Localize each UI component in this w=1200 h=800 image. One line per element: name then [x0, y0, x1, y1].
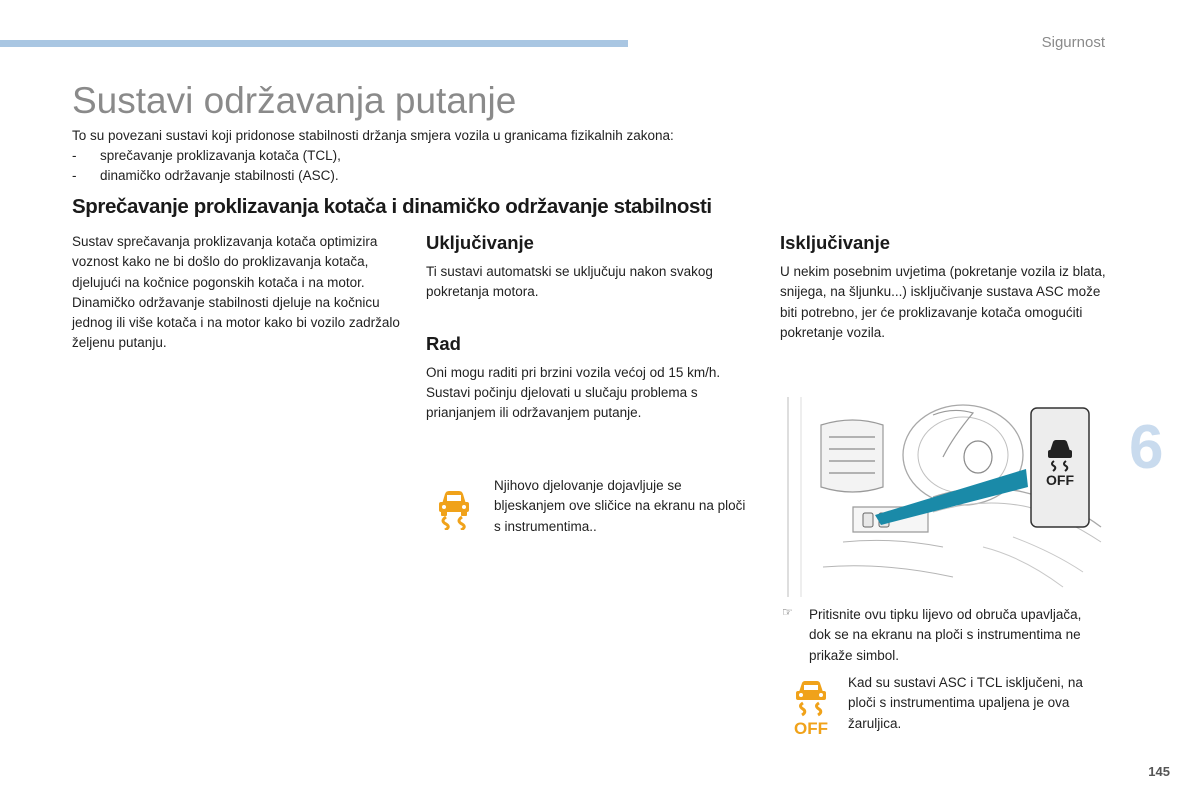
- dashboard-button-illustration: [783, 397, 1108, 597]
- column-deactivation: [780, 232, 1110, 343]
- heading-deactivation: Isključivanje: [780, 232, 891, 253]
- chapter-number: 6: [1129, 413, 1164, 482]
- pointing-hand-icon: ☞: [782, 605, 793, 619]
- off-icon-label: OFF: [794, 719, 828, 735]
- column-description: [72, 232, 407, 354]
- note-text: Njihovo djelovanje dojavljuje se bljeskanjem ove sličice na ekranu na ploči s instrumentima..: [494, 478, 746, 534]
- heading-operation: Rad: [426, 332, 461, 354]
- bullet-text: dinamičko održavanje stabilnosti (ASC).: [100, 168, 339, 183]
- page-title: Sustavi održavanja putanje: [72, 80, 517, 121]
- intro-bullet: [72, 166, 674, 186]
- intro-bullet: [72, 146, 674, 166]
- tip-text: Pritisnite ovu tipku lijevo od obruča upavljača, dok se na ekranu na ploči s instrumentima ne prikaže simbol.: [809, 607, 1082, 663]
- text-operation-speed: Oni mogu raditi pri brzini vozila većoj od 15 km/h.: [426, 364, 721, 380]
- deactivated-note-text: Kad su sustavi ASC i TCL isključeni, na ploči s instrumentima upaljena je ova žaruljica.: [848, 675, 1083, 731]
- bullet-dash: -: [72, 148, 77, 163]
- section-subtitle: Sprečavanje proklizavanja kotača i dinamičko održavanje stabilnosti: [72, 195, 712, 218]
- text-operation-trigger: Sustavi počinju djelovati u slučaju problema s prianjanjem ili održavanjem putanje.: [426, 384, 698, 421]
- bullet-dash: -: [72, 168, 77, 183]
- section-label: Sigurnost: [1041, 34, 1105, 51]
- intro: [72, 126, 674, 186]
- page-number: 145: [1148, 764, 1170, 779]
- header-accent-bar: [0, 40, 628, 47]
- traction-control-off-warning-icon: [790, 677, 832, 735]
- paragraph-asc: Dinamičko održavanje stabilnosti djeluje na kočnicu jednog ili više kotača i na motor kako bi vozilo zadržalo željenu putanju.: [72, 294, 400, 351]
- column-operation: [426, 232, 756, 423]
- traction-control-warning-icon: [434, 486, 474, 530]
- heading-activation: Uključivanje: [426, 232, 534, 253]
- text-deactivation: U nekim posebnim uvjetima (pokretanje vozila iz blata, snijega, na šljunku...) isključivanje sustava ASC može biti potrebno, jer će proklizavanje kotača omogućiti pokretanje vozila.: [780, 264, 1106, 340]
- intro-text: To su povezani sustavi koji pridonose stabilnosti držanja smjera vozila u granicama fizikalnih zakona:: [72, 128, 674, 143]
- text-activation: Ti sustavi automatski se uključuju nakon svakog pokretanja motora.: [426, 264, 713, 300]
- bullet-text: sprečavanje proklizavanja kotača (TCL),: [100, 148, 341, 163]
- off-button-label: OFF: [1046, 472, 1074, 488]
- paragraph-tcl: Sustav sprečavanja proklizavanja kotača optimizira voznost kako ne bi došlo do proklizavanja kotača, djelujući na kočnice pogonskih kotača i na motor.: [72, 234, 378, 290]
